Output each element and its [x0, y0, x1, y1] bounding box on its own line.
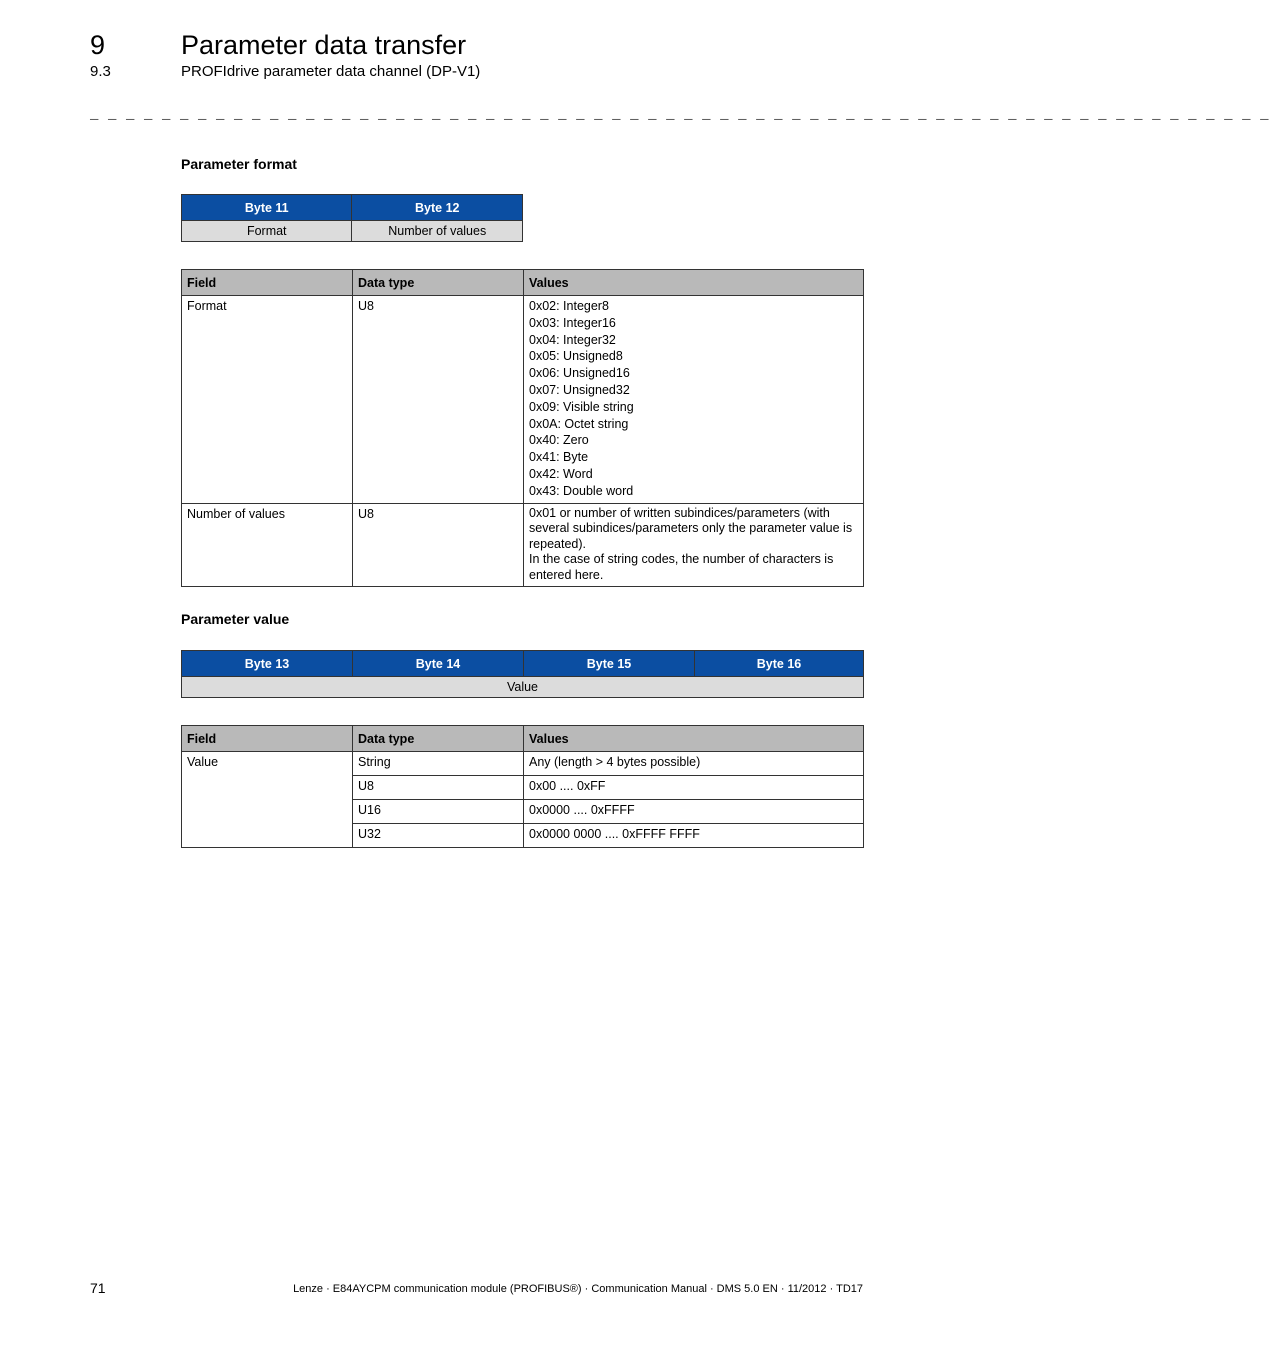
- byte-14-header: Byte 14: [353, 651, 524, 677]
- values-cell: 0x0000 0000 .... 0xFFFF FFFF: [524, 824, 864, 848]
- byte-16-header: Byte 16: [695, 651, 864, 677]
- chapter-number: 9: [90, 30, 106, 60]
- parameter-format-heading: Parameter format: [181, 156, 297, 172]
- field-cell: Number of values: [182, 503, 353, 587]
- byte-15-header: Byte 15: [524, 651, 695, 677]
- value-line: 0x01 or number of written subindices/parameters (with several subindices/parameters only the parameter value is repeated).: [529, 505, 853, 551]
- value-line: 0x0A: Octet string: [529, 416, 629, 431]
- chapter-title: Parameter data transfer: [181, 30, 467, 60]
- value-line: 0x03: Integer16: [529, 315, 616, 330]
- values-cell: 0x00 .... 0xFF: [524, 776, 864, 800]
- byte-11-header: Byte 11: [182, 195, 352, 221]
- footer-text: Lenze · E84AYCPM communication module (PROFIBUS®) · Communication Manual · DMS 5.0 EN · 11/2012 · TD17: [293, 1283, 863, 1295]
- data-type-cell: U8: [353, 776, 524, 800]
- field-cell: Format: [182, 296, 353, 504]
- byte-11-value: Format: [182, 221, 352, 242]
- values-cell: [524, 296, 864, 504]
- column-data-type: Data type: [353, 270, 524, 296]
- data-type-cell: String: [353, 752, 524, 776]
- value-line: 0x07: Unsigned32: [529, 382, 630, 397]
- value-line: 0x43: Double word: [529, 483, 634, 498]
- section-title: PROFIdrive parameter data channel (DP-V1): [181, 63, 481, 80]
- column-values: Values: [524, 270, 864, 296]
- parameter-value-heading: Parameter value: [181, 611, 290, 627]
- table-row: [182, 752, 864, 776]
- column-field: Field: [182, 726, 353, 752]
- page-number: 71: [90, 1280, 106, 1296]
- byte-13-header: Byte 13: [182, 651, 353, 677]
- column-data-type: Data type: [353, 726, 524, 752]
- section-number: 9.3: [90, 63, 111, 80]
- value-line: 0x40: Zero: [529, 433, 589, 448]
- data-type-cell: U16: [353, 800, 524, 824]
- byte-12-header: Byte 12: [352, 195, 523, 221]
- data-type-cell: U8: [353, 296, 524, 504]
- value-line: 0x06: Unsigned16: [529, 366, 630, 381]
- values-cell: Any (length > 4 bytes possible): [524, 752, 864, 776]
- value-line: 0x41: Byte: [529, 450, 589, 465]
- parameter-value-field-table: [181, 725, 864, 848]
- header-separator: _ _ _ _ _ _ _ _ _ _ _ _ _ _ _ _ _ _ _ _ _ _ _ _ _ _ _ _ _ _ _ _ _ _ _ _ _ _ _ _ _ _ _ _ _ _ _ _ _ _ _ _ _ _ _ _ _ _ _ _ _ _ _ _ _ _: [90, 107, 1269, 123]
- parameter-format-field-table: [181, 269, 864, 587]
- data-type-cell: U32: [353, 824, 524, 848]
- value-line: 0x04: Integer32: [529, 332, 616, 347]
- bytes-13-16-value: Value: [182, 677, 864, 698]
- value-line: 0x09: Visible string: [529, 399, 634, 414]
- column-values: Values: [524, 726, 864, 752]
- values-cell: [524, 503, 864, 587]
- data-type-cell: U8: [353, 503, 524, 587]
- value-line: 0x42: Word: [529, 466, 593, 481]
- field-cell: Value: [182, 752, 353, 848]
- value-line: 0x02: Integer8: [529, 299, 609, 313]
- value-line: In the case of string codes, the number of characters is entered here.: [529, 552, 834, 582]
- table-row: [182, 296, 864, 504]
- values-cell: 0x0000 .... 0xFFFF: [524, 800, 864, 824]
- parameter-value-byte-table: [181, 650, 864, 698]
- table-row: [182, 503, 864, 587]
- value-line: 0x05: Unsigned8: [529, 349, 623, 364]
- parameter-format-byte-table: [181, 194, 523, 242]
- byte-12-value: Number of values: [352, 221, 523, 242]
- column-field: Field: [182, 270, 353, 296]
